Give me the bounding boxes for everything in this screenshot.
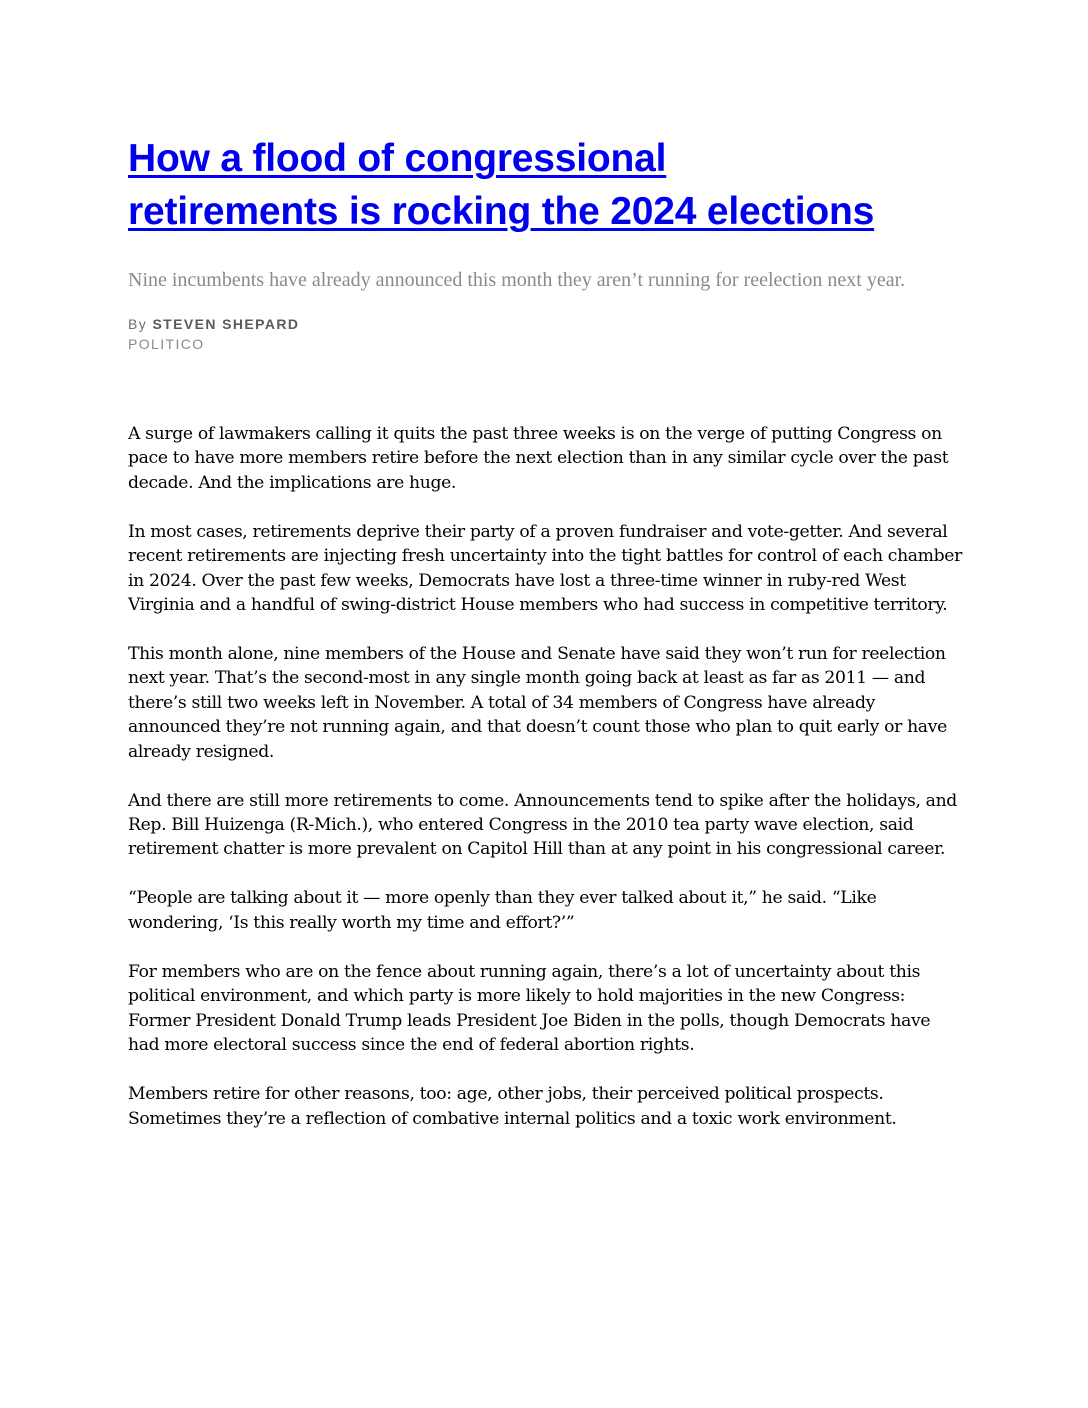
byline-author: STEVEN SHEPARD <box>152 316 300 332</box>
body-paragraph: In most cases, retirements deprive their party of a proven fundraiser and vote-getter. And several recent retirements are injecting fresh uncertainty into the tight battles for control of each chamber in 2024. Over the past few weeks, Democrats have lost a three-time winner in ruby-red West Virginia and a handful of swing-district House members who had success in competitive territory. <box>128 521 962 616</box>
article-headline <box>128 132 968 238</box>
body-paragraph: For members who are on the fence about running again, there’s a lot of uncertainty about this political environment, and which party is more likely to hold majorities in the new Congress: Former President Donald Trump leads President Joe Biden in the polls, though Democrats have had more electoral success since the end of federal abortion rights. <box>128 961 931 1056</box>
headline-link[interactable] <box>128 137 874 233</box>
byline <box>128 314 968 354</box>
article-body <box>128 422 964 1131</box>
body-paragraph: This month alone, nine members of the House and Senate have said they won’t run for reelection next year. That’s the second-most in any single month going back at least as far as 2011 — and there’s still two weeks left in November. A total of 34 members of Congress have already announced they’re not running again, and that doesn’t count those who plan to quit early or have already resigned. <box>128 644 947 762</box>
body-paragraph: “People are talking about it — more openly than they ever talked about it,” he said. “Like wondering, ‘Is this really worth my time and effort?’” <box>128 888 877 933</box>
body-paragraph: And there are still more retirements to come. Announcements tend to spike after the holidays, and Rep. Bill Huizenga (R-Mich.), who entered Congress in the 2010 tea party wave election, said retirement chatter is more prevalent on Capitol Hill than at any point in his congressional career. <box>128 790 957 860</box>
article-dek: Nine incumbents have already announced this month they aren’t running for reelection next year. <box>128 269 906 291</box>
byline-outlet: POLITICO <box>128 336 205 352</box>
byline-prefix: By <box>128 316 148 332</box>
headline-line-1[interactable]: How a flood of congressional <box>128 137 667 180</box>
article <box>128 132 968 1156</box>
headline-line-2[interactable]: retirements is rocking the 2024 elections <box>128 190 875 233</box>
body-paragraph: A surge of lawmakers calling it quits the past three weeks is on the verge of putting Congress on pace to have more members retire before the next election than in any similar cycle over the past decade. And the implications are huge. <box>128 424 949 493</box>
body-paragraph: Members retire for other reasons, too: age, other jobs, their perceived political prospects. Sometimes they’re a reflection of combative internal politics and a toxic work environment. <box>128 1084 897 1129</box>
